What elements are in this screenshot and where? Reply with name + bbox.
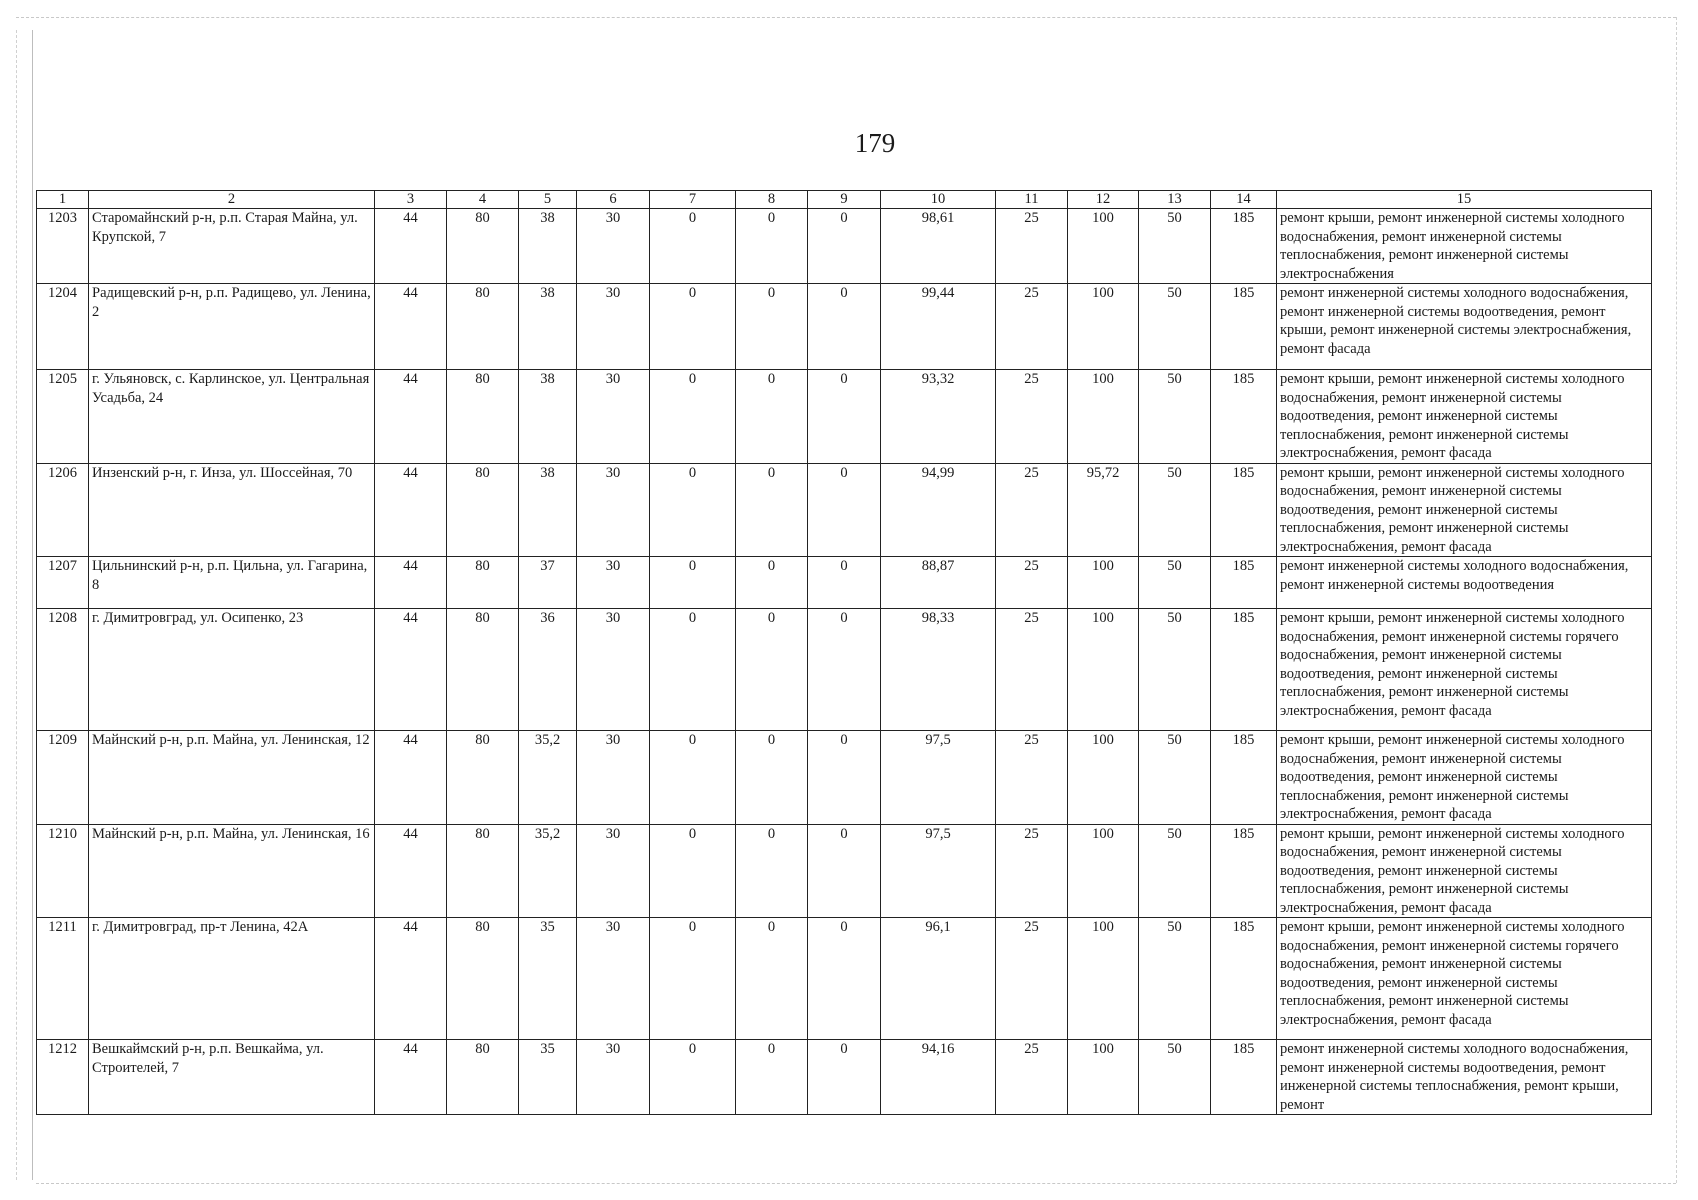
column-header: 8 (736, 191, 808, 209)
column-header: 11 (996, 191, 1068, 209)
value-cell-col4: 80 (447, 557, 519, 609)
works-description-cell: ремонт инженерной системы холодного водоснабжения, ремонт инженерной системы водоотведения, ремонт крыши, ремонт инженерной системы электроснабжения, ремонт фасада (1277, 284, 1652, 370)
value-cell-col13: 50 (1139, 918, 1211, 1040)
table-body (37, 209, 1652, 1115)
value-cell-col10: 98,61 (881, 209, 996, 284)
value-cell-col6: 30 (577, 284, 650, 370)
value-cell-col5: 38 (519, 463, 577, 557)
address-cell: Вешкаймский р-н, р.п. Вешкайма, ул. Строителей, 7 (89, 1040, 375, 1115)
column-header: 13 (1139, 191, 1211, 209)
column-header: 9 (808, 191, 881, 209)
address-cell: Цильнинский р-н, р.п. Цильна, ул. Гагарина, 8 (89, 557, 375, 609)
page-inner-border (32, 30, 33, 1180)
value-cell-col6: 30 (577, 557, 650, 609)
value-cell-col10: 96,1 (881, 918, 996, 1040)
value-cell-col8: 0 (736, 284, 808, 370)
value-cell-col10: 99,44 (881, 284, 996, 370)
address-cell: г. Димитровград, пр-т Ленина, 42А (89, 918, 375, 1040)
value-cell-col6: 30 (577, 609, 650, 731)
value-cell-col8: 0 (736, 209, 808, 284)
row-number-cell: 1208 (37, 609, 89, 731)
value-cell-col6: 30 (577, 370, 650, 464)
value-cell-col14: 185 (1211, 918, 1277, 1040)
value-cell-col13: 50 (1139, 824, 1211, 918)
value-cell-col13: 50 (1139, 370, 1211, 464)
value-cell-col13: 50 (1139, 557, 1211, 609)
value-cell-col3: 44 (375, 209, 447, 284)
value-cell-col7: 0 (650, 1040, 736, 1115)
address-cell: Радищевский р-н, р.п. Радищево, ул. Ленина, 2 (89, 284, 375, 370)
value-cell-col8: 0 (736, 731, 808, 825)
table-row (37, 731, 1652, 825)
value-cell-col12: 100 (1068, 824, 1139, 918)
value-cell-col11: 25 (996, 918, 1068, 1040)
value-cell-col11: 25 (996, 463, 1068, 557)
value-cell-col6: 30 (577, 209, 650, 284)
value-cell-col8: 0 (736, 463, 808, 557)
value-cell-col13: 50 (1139, 1040, 1211, 1115)
value-cell-col8: 0 (736, 918, 808, 1040)
works-description-cell: ремонт крыши, ремонт инженерной системы холодного водоснабжения, ремонт инженерной системы горячего водоснабжения, ремонт инженерной системы водоотведения, ремонт инженерной системы теплоснабжения, ремонт инженерной системы электроснабжения, ремонт фасада (1277, 609, 1652, 731)
column-header: 4 (447, 191, 519, 209)
value-cell-col8: 0 (736, 609, 808, 731)
column-header: 10 (881, 191, 996, 209)
value-cell-col12: 100 (1068, 284, 1139, 370)
works-description-cell: ремонт инженерной системы холодного водоснабжения, ремонт инженерной системы водоотведения (1277, 557, 1652, 609)
value-cell-col9: 0 (808, 1040, 881, 1115)
value-cell-col9: 0 (808, 731, 881, 825)
value-cell-col11: 25 (996, 609, 1068, 731)
value-cell-col12: 100 (1068, 370, 1139, 464)
value-cell-col4: 80 (447, 609, 519, 731)
value-cell-col14: 185 (1211, 824, 1277, 918)
address-cell: г. Димитровград, ул. Осипенко, 23 (89, 609, 375, 731)
value-cell-col3: 44 (375, 370, 447, 464)
address-cell: Старомайнский р-н, р.п. Старая Майна, ул. Крупской, 7 (89, 209, 375, 284)
value-cell-col11: 25 (996, 209, 1068, 284)
value-cell-col7: 0 (650, 463, 736, 557)
row-number-cell: 1210 (37, 824, 89, 918)
value-cell-col3: 44 (375, 824, 447, 918)
row-number-cell: 1212 (37, 1040, 89, 1115)
works-description-cell: ремонт крыши, ремонт инженерной системы холодного водоснабжения, ремонт инженерной системы теплоснабжения, ремонт инженерной системы электроснабжения (1277, 209, 1652, 284)
value-cell-col10: 94,99 (881, 463, 996, 557)
value-cell-col3: 44 (375, 463, 447, 557)
value-cell-col11: 25 (996, 731, 1068, 825)
value-cell-col9: 0 (808, 557, 881, 609)
value-cell-col8: 0 (736, 557, 808, 609)
value-cell-col8: 0 (736, 1040, 808, 1115)
value-cell-col11: 25 (996, 284, 1068, 370)
value-cell-col9: 0 (808, 918, 881, 1040)
value-cell-col9: 0 (808, 370, 881, 464)
value-cell-col13: 50 (1139, 609, 1211, 731)
works-description-cell: ремонт крыши, ремонт инженерной системы холодного водоснабжения, ремонт инженерной системы водоотведения, ремонт инженерной системы теплоснабжения, ремонт инженерной системы электроснабжения, ремонт фасада (1277, 370, 1652, 464)
value-cell-col3: 44 (375, 284, 447, 370)
value-cell-col9: 0 (808, 463, 881, 557)
value-cell-col10: 94,16 (881, 1040, 996, 1115)
value-cell-col6: 30 (577, 1040, 650, 1115)
value-cell-col5: 38 (519, 370, 577, 464)
address-cell: г. Ульяновск, с. Карлинское, ул. Центральная Усадьба, 24 (89, 370, 375, 464)
value-cell-col4: 80 (447, 209, 519, 284)
value-cell-col12: 100 (1068, 1040, 1139, 1115)
value-cell-col5: 36 (519, 609, 577, 731)
address-cell: Майнский р-н, р.п. Майна, ул. Ленинская, 16 (89, 824, 375, 918)
column-header: 1 (37, 191, 89, 209)
value-cell-col3: 44 (375, 731, 447, 825)
value-cell-col7: 0 (650, 731, 736, 825)
value-cell-col14: 185 (1211, 370, 1277, 464)
column-header: 6 (577, 191, 650, 209)
value-cell-col4: 80 (447, 463, 519, 557)
value-cell-col14: 185 (1211, 284, 1277, 370)
value-cell-col14: 185 (1211, 609, 1277, 731)
value-cell-col11: 25 (996, 824, 1068, 918)
value-cell-col5: 35,2 (519, 731, 577, 825)
value-cell-col9: 0 (808, 209, 881, 284)
value-cell-col14: 185 (1211, 557, 1277, 609)
data-table (36, 190, 1652, 1115)
table-row (37, 609, 1652, 731)
scan-edge-left (16, 30, 17, 1180)
value-cell-col14: 185 (1211, 463, 1277, 557)
scan-edge-top (16, 17, 1676, 18)
value-cell-col9: 0 (808, 824, 881, 918)
value-cell-col3: 44 (375, 1040, 447, 1115)
value-cell-col13: 50 (1139, 731, 1211, 825)
value-cell-col7: 0 (650, 918, 736, 1040)
column-header: 7 (650, 191, 736, 209)
works-description-cell: ремонт крыши, ремонт инженерной системы холодного водоснабжения, ремонт инженерной системы водоотведения, ремонт инженерной системы теплоснабжения, ремонт инженерной системы электроснабжения, ремонт фасада (1277, 824, 1652, 918)
value-cell-col12: 100 (1068, 609, 1139, 731)
scan-edge-right (1676, 17, 1677, 1183)
works-description-cell: ремонт крыши, ремонт инженерной системы холодного водоснабжения, ремонт инженерной системы водоотведения, ремонт инженерной системы теплоснабжения, ремонт инженерной системы электроснабжения, ремонт фасада (1277, 731, 1652, 825)
row-number-cell: 1207 (37, 557, 89, 609)
value-cell-col7: 0 (650, 609, 736, 731)
value-cell-col5: 37 (519, 557, 577, 609)
value-cell-col9: 0 (808, 284, 881, 370)
value-cell-col14: 185 (1211, 209, 1277, 284)
value-cell-col9: 0 (808, 609, 881, 731)
row-number-cell: 1203 (37, 209, 89, 284)
value-cell-col12: 95,72 (1068, 463, 1139, 557)
value-cell-col12: 100 (1068, 209, 1139, 284)
value-cell-col13: 50 (1139, 284, 1211, 370)
row-number-cell: 1211 (37, 918, 89, 1040)
row-number-cell: 1204 (37, 284, 89, 370)
value-cell-col4: 80 (447, 370, 519, 464)
value-cell-col6: 30 (577, 731, 650, 825)
value-cell-col14: 185 (1211, 731, 1277, 825)
value-cell-col5: 35 (519, 1040, 577, 1115)
table-row (37, 824, 1652, 918)
value-cell-col3: 44 (375, 609, 447, 731)
value-cell-col4: 80 (447, 1040, 519, 1115)
value-cell-col5: 35,2 (519, 824, 577, 918)
value-cell-col13: 50 (1139, 463, 1211, 557)
column-header: 15 (1277, 191, 1652, 209)
value-cell-col6: 30 (577, 824, 650, 918)
value-cell-col10: 97,5 (881, 824, 996, 918)
value-cell-col4: 80 (447, 284, 519, 370)
table-row (37, 284, 1652, 370)
works-description-cell: ремонт крыши, ремонт инженерной системы холодного водоснабжения, ремонт инженерной системы водоотведения, ремонт инженерной системы теплоснабжения, ремонт инженерной системы электроснабжения, ремонт фасада (1277, 463, 1652, 557)
value-cell-col4: 80 (447, 918, 519, 1040)
table-row (37, 370, 1652, 464)
value-cell-col4: 80 (447, 731, 519, 825)
value-cell-col14: 185 (1211, 1040, 1277, 1115)
value-cell-col7: 0 (650, 557, 736, 609)
value-cell-col12: 100 (1068, 918, 1139, 1040)
value-cell-col6: 30 (577, 463, 650, 557)
works-description-cell: ремонт инженерной системы холодного водоснабжения, ремонт инженерной системы водоотведения, ремонт инженерной системы теплоснабжения, ремонт крыши, ремонт (1277, 1040, 1652, 1115)
table-row (37, 918, 1652, 1040)
value-cell-col3: 44 (375, 918, 447, 1040)
address-cell: Майнский р-н, р.п. Майна, ул. Ленинская, 12 (89, 731, 375, 825)
value-cell-col13: 50 (1139, 209, 1211, 284)
value-cell-col10: 88,87 (881, 557, 996, 609)
value-cell-col11: 25 (996, 557, 1068, 609)
value-cell-col5: 35 (519, 918, 577, 1040)
table-row (37, 209, 1652, 284)
table-row (37, 557, 1652, 609)
value-cell-col8: 0 (736, 370, 808, 464)
column-header: 2 (89, 191, 375, 209)
column-header: 5 (519, 191, 577, 209)
value-cell-col3: 44 (375, 557, 447, 609)
column-header: 3 (375, 191, 447, 209)
address-cell: Инзенский р-н, г. Инза, ул. Шоссейная, 70 (89, 463, 375, 557)
value-cell-col4: 80 (447, 824, 519, 918)
value-cell-col10: 93,32 (881, 370, 996, 464)
page-number: 179 (854, 128, 896, 158)
table-row (37, 1040, 1652, 1115)
value-cell-col7: 0 (650, 824, 736, 918)
value-cell-col7: 0 (650, 284, 736, 370)
table-row (37, 463, 1652, 557)
scan-edge-bottom (36, 1183, 1676, 1184)
row-number-cell: 1209 (37, 731, 89, 825)
works-description-cell: ремонт крыши, ремонт инженерной системы холодного водоснабжения, ремонт инженерной системы горячего водоснабжения, ремонт инженерной системы водоотведения, ремонт инженерной системы теплоснабжения, ремонт инженерной системы электроснабжения, ремонт фасада (1277, 918, 1652, 1040)
table-header (37, 191, 1652, 209)
row-number-cell: 1205 (37, 370, 89, 464)
row-number-cell: 1206 (37, 463, 89, 557)
value-cell-col11: 25 (996, 370, 1068, 464)
value-cell-col8: 0 (736, 824, 808, 918)
value-cell-col10: 98,33 (881, 609, 996, 731)
value-cell-col7: 0 (650, 209, 736, 284)
value-cell-col5: 38 (519, 209, 577, 284)
column-header: 14 (1211, 191, 1277, 209)
value-cell-col11: 25 (996, 1040, 1068, 1115)
value-cell-col5: 38 (519, 284, 577, 370)
value-cell-col12: 100 (1068, 557, 1139, 609)
column-header: 12 (1068, 191, 1139, 209)
value-cell-col10: 97,5 (881, 731, 996, 825)
column-number-row (37, 191, 1652, 209)
value-cell-col12: 100 (1068, 731, 1139, 825)
value-cell-col6: 30 (577, 918, 650, 1040)
value-cell-col7: 0 (650, 370, 736, 464)
